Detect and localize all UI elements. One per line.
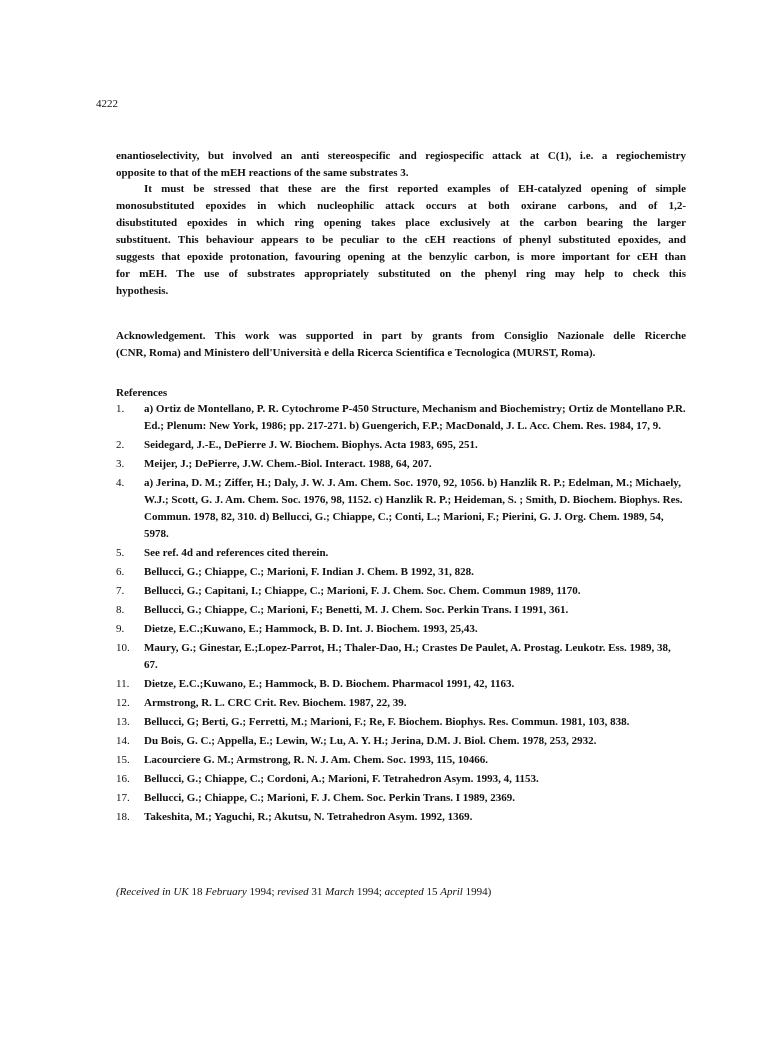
paragraph-line: It must be stressed that these are the first reported examples of EH-catalyzed opening of simple [144,183,686,195]
accepted-date: 15 [423,886,441,898]
received-dates [116,884,491,901]
accepted-year: 1994) [462,886,492,898]
reference-item [116,437,686,454]
reference-text: Bellucci, G.; Chiappe, C.; Marioni, F. Indian J. Chem. B 1992, 31, 828. [144,566,474,578]
page-number: 4222 [96,98,118,110]
reference-item [116,752,686,769]
paragraph-line: monosubstituted epoxides in which nucleophilic attack occurs at both oxirane carbons, and of 1,2- [116,200,686,212]
revised-month: March [325,886,355,898]
reference-text: Dietze, E.C.;Kuwano, E.; Hammock, B. D. Biochem. Pharmacol 1991, 42, 1163. [144,678,515,690]
reference-item [116,695,686,712]
reference-number: 2. [116,439,125,451]
reference-text: Bellucci, G; Berti, G.; Ferretti, M.; Marioni, F.; Re, F. Biochem. Biophys. Res. Commun. 1981, 103, 838. [144,716,630,728]
reference-number: 11. [116,678,130,690]
paragraph-line: suggests that epoxide protonation, favouring opening at the benzylic carbon, is more important for cEH than [116,251,686,263]
reference-number: 10. [116,642,130,654]
reference-text: a) Ortiz de Montellano, P. R. Cytochrome P-450 Structure, Mechanism and Biochemistry; Ortiz de Montellano P.R. Ed.; Plenum: New York, 1986; pp. 217-271. b) Guengerich, F.P.; MacDonald, J. L. Acc. Chem. Res. 1984, 17, 9. [144,403,686,432]
reference-item [116,602,686,619]
paragraph-line: for mEH. The use of substrates appropriately substituted on the phenyl ring may help to check this [116,268,686,280]
reference-item [116,545,686,562]
reference-text: Lacourciere G. M.; Armstrong, R. N. J. Am. Chem. Soc. 1993, 115, 10466. [144,754,489,766]
reference-text: Maury, G.; Ginestar, E.;Lopez-Parrot, H.; Thaler-Dao, H.; Crastes De Paulet, A. Prostag. Leukotr. Ess. 1989, 38, 67. [144,642,671,671]
reference-text: Bellucci, G.; Chiappe, C.; Marioni, F. J. Chem. Soc. Perkin Trans. I 1989, 2369. [144,792,516,804]
reference-number: 4. [116,477,125,489]
reference-number: 8. [116,604,125,616]
paragraph-line: enantioselectivity, but involved an anti stereospecific and regiospecific attack at C(1), i.e. a regiochemistry [116,150,686,162]
acknowledgement-line [116,328,686,345]
received-date: 18 [188,886,206,898]
revised-date: 31 [308,886,326,898]
references-heading: References [116,387,168,399]
acknowledgement-text: This work was supported in part by grants from Consiglio Nazionale delle Ricerche [205,330,686,342]
reference-number: 13. [116,716,130,728]
reference-text: Meijer, J.; DePierre, J.W. Chem.-Biol. Interact. 1988, 64, 207. [144,458,432,470]
revised-text: revised [277,886,309,898]
reference-item [116,676,686,693]
reference-item [116,456,686,473]
paragraph-conclusion [116,181,686,300]
reference-number: 3. [116,458,125,470]
acknowledgement-label: Acknowledgement. [116,330,206,342]
acknowledgement-line: (CNR, Roma) and Ministero dell'Università e della Ricerca Scientifica e Tecnologica (MURST, Roma). [116,347,596,359]
reference-item [116,790,686,807]
reference-text: See ref. 4d and references cited therein. [144,547,329,559]
reference-item [116,401,686,435]
reference-number: 15. [116,754,130,766]
reference-item [116,714,686,731]
reference-number: 5. [116,547,125,559]
reference-text: Du Bois, G. C.; Appella, E.; Lewin, W.; Lu, A. Y. H.; Jerina, D.M. J. Biol. Chem. 1978, 253, 2932. [144,735,597,747]
received-text: (Received in UK [116,886,189,898]
reference-item [116,771,686,788]
reference-text: Bellucci, G.; Capitani, I.; Chiappe, C.; Marioni, F. J. Chem. Soc. Chem. Commun 1989, 1170. [144,585,581,597]
reference-item [116,640,686,674]
reference-item [116,564,686,581]
reference-item [116,809,686,826]
revised-year: 1994; [354,886,385,898]
accepted-text: accepted [384,886,424,898]
reference-text: Takeshita, M.; Yaguchi, R.; Akutsu, N. Tetrahedron Asym. 1992, 1369. [144,811,473,823]
paragraph-line: substituent. This behaviour appears to be peculiar to the cEH reactions of phenyl substituted epoxides, and [116,234,686,246]
reference-number: 16. [116,773,130,785]
reference-text: Armstrong, R. L. CRC Crit. Rev. Biochem. 1987, 22, 39. [144,697,407,709]
reference-item [116,733,686,750]
received-year: 1994; [246,886,278,898]
reference-number: 17. [116,792,130,804]
paragraph-line: opposite to that of the mEH reactions of the same substrates 3. [116,167,409,179]
reference-number: 6. [116,566,125,578]
reference-text: Dietze, E.C.;Kuwano, E.; Hammock, B. D. Int. J. Biochem. 1993, 25,43. [144,623,478,635]
reference-item [116,621,686,638]
paragraph-line: disubstituted epoxides in which ring opening takes place exclusively at the carbon bearing the larger [116,217,686,229]
reference-text: Bellucci, G.; Chiappe, C.; Marioni, F.; Benetti, M. J. Chem. Soc. Perkin Trans. I 1991, 361. [144,604,569,616]
reference-number: 12. [116,697,130,709]
reference-number: 18. [116,811,130,823]
reference-text: a) Jerina, D. M.; Ziffer, H.; Daly, J. W. J. Am. Chem. Soc. 1970, 92, 1056. b) Hanzlik R. P.; Edelman, M.; Michaely, W.J.; Scott, G. J. Am. Chem. Soc. 1976, 98, 1152. c) Hanzlik R. P.; Heideman, S. ; Smith, D. Biochem. Biophys. Res. Commun. 1978, 82, 310. d) Bellucci, G.; Chiappe, C.; Conti, L.; Marioni, F.; Pierini, G. J. Org. Chem. 1989, 54, 5978. [144,477,683,540]
references-list [116,401,686,828]
acknowledgement [116,328,686,362]
reference-item [116,475,686,543]
received-month: February [205,886,247,898]
reference-text: Seidegard, J.-E., DePierre J. W. Biochem. Biophys. Acta 1983, 695, 251. [144,439,478,451]
reference-number: 1. [116,403,125,415]
reference-number: 7. [116,585,125,597]
reference-number: 9. [116,623,125,635]
reference-number: 14. [116,735,130,747]
reference-item [116,583,686,600]
paragraph-line: hypothesis. [116,285,169,297]
paragraph-continuation [116,148,686,182]
reference-text: Bellucci, G.; Chiappe, C.; Cordoni, A.; Marioni, F. Tetrahedron Asym. 1993, 4, 1153. [144,773,539,785]
accepted-month: April [440,886,463,898]
